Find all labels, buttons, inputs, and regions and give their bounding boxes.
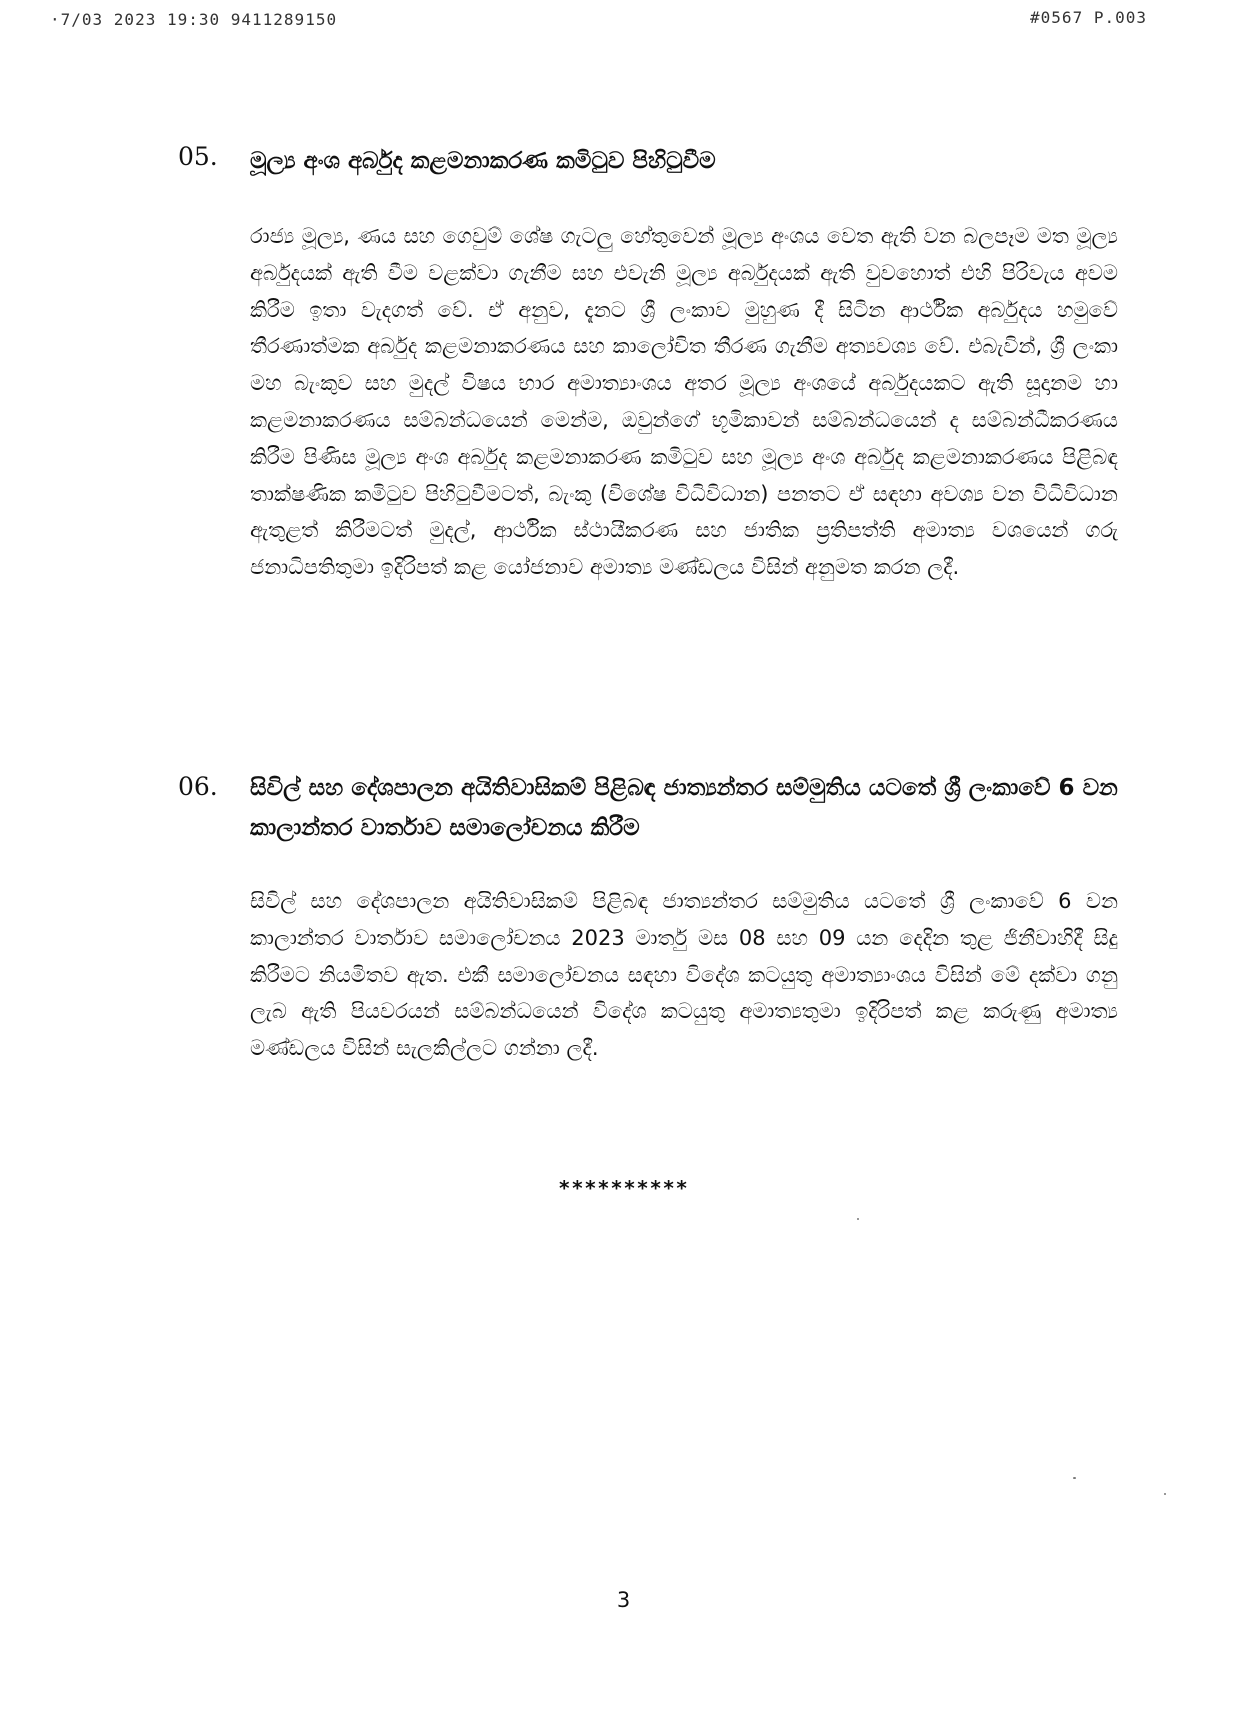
section-title: මූල්‍ය අංශ අර්බුද කළමනාකරණ කමිටුව පිහිටුවීම bbox=[250, 148, 716, 174]
section-number: 06. bbox=[178, 772, 218, 801]
fax-header-right: #0567 P.003 bbox=[1030, 8, 1147, 27]
section-body: සිවිල් සහ දේශපාලන අයිතිවාසිකම් පිළිබඳ ජාත්‍යන්තර සම්මුතිය යටතේ ශ්‍රී ලංකාවේ 6 වන කාලාන්තර වාර්තාව සමාලෝචනය 2023 මාර්තු මස 08 සහ 09 යන දෙදින තුළ ජිනීවාහිදී සිදු කිරීමට නියමිතව ඇත. එකී සමාලෝචනය සඳහා විදේශ කටයුතු අමාත්‍යාංශය විසින් මේ දක්වා ගනු ලැබ ඇති පියවරයන් සම්බන්ධයෙන් විදේශ කටයුතු අමාත්‍යතුමා ඉදිරිපත් කළ කරුණු අමාත්‍ය මණ්ඩලය විසින් සැලකිල්ලට ගන්නා ලදී. bbox=[250, 889, 1118, 1061]
section-number: 05. bbox=[178, 142, 218, 171]
scan-speck bbox=[1073, 1477, 1076, 1479]
section-title: සිවිල් සහ දේශපාලන අයිතිවාසිකම් පිළිබඳ ජාත්‍යන්තර සම්මුතිය යටතේ ශ්‍රී ලංකාවේ 6 වන කාලාන්තර වාර්තාව සමාලෝචනය කිරීම bbox=[250, 775, 1118, 841]
section-divider: ********** bbox=[558, 1176, 689, 1200]
section-body: රාජ්‍ය මූල්‍ය, ණය සහ ගෙවුම් ශේෂ ගැටලු හේතුවෙන් මූල්‍ය අංශය වෙත ඇති වන බලපෑම මත මූල්‍ය අර්බුදයක් ඇති වීම වළක්වා ගැනීම සහ එවැනි මූල්‍ය අර්බුදයක් ඇති වුවහොත් එහි පිරිවැය අවම කිරීම ඉතා වැදගත් වේ. ඒ අනුව, දැනට ශ්‍රී ලංකාව මුහුණ දී සිටින ආර්ථික අර්බුදය හමුවේ තීරණාත්මක අර්බුද කළමනාකරණය සහ කාලෝචිත තීරණ ගැනීම අත්‍යවශ්‍ය වේ. එබැවින්, ශ්‍රී ලංකා මහ බැංකුව සහ මුදල් විෂය භාර අමාත්‍යාංශය අතර මූල්‍ය අංශයේ අර්බුදයකට ඇති සූදානම හා කළමනාකරණය සම්බන්ධයෙන් මෙන්ම, ඔවුන්ගේ භූමිකාවන් සම්බන්ධයෙන් ද සම්බන්ධීකරණය කිරීම පිණිස මූල්‍ය අංශ අර්බුද කළමනාකරණ කමිටුව සහ මූල්‍ය අංශ අර්බුද කළමනාකරණය පිළිබඳ තාක්ෂණික කමිටුව පිහිටුවීමටත්, බැංකු (විශේෂ විධිවිධාන) පනතට ඒ සඳහා අවශ්‍ය වන විධිවිධාන ඇතුළත් කිරීමටත් මුදල්, ආර්ථික ස්ථායීකරණ සහ ජාතික ප්‍රතිපත්ති අමාත්‍ය වශයෙන් ගරු ජනාධිපතිතුමා ඉදිරිපත් කළ යෝජනාව අමාත්‍ය මණ්ඩලය විසින් අනුමත කරන ලදී. bbox=[250, 224, 1118, 580]
scan-speck bbox=[1164, 1493, 1166, 1495]
fax-header-left: ·7/03 2023 19:30 9411289150 bbox=[50, 10, 338, 29]
page-number: 3 bbox=[616, 1588, 631, 1612]
scan-speck bbox=[857, 1218, 859, 1220]
